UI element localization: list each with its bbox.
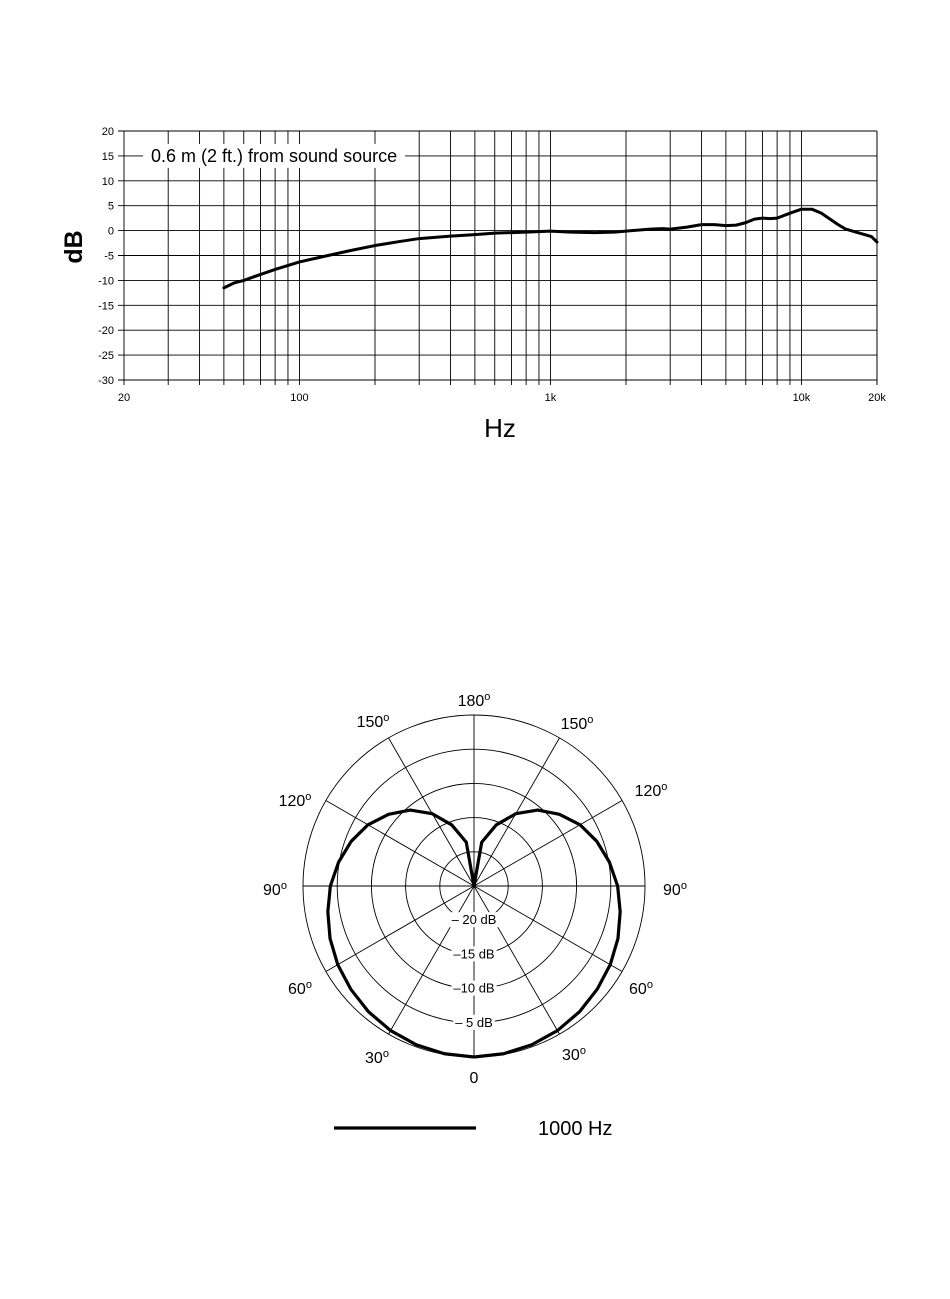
x-tick-label: 20 [117, 392, 131, 404]
y-tick-label: -25 [98, 350, 114, 363]
legend [334, 1118, 613, 1140]
y-tick-label: -10 [98, 275, 114, 288]
x-tick-label: 20k [868, 392, 886, 404]
legend-label: 1000 Hz [538, 1118, 613, 1140]
angle-label-top: 180$^o$ [457, 691, 491, 710]
x-tick-label: 100 [290, 392, 309, 404]
y-tick-label: -20 [98, 325, 114, 338]
ring-label: –10 dB [453, 980, 495, 996]
hz-tick-labels [118, 392, 886, 404]
y-tick-label: 20 [101, 126, 114, 138]
y-tick-label: -30 [98, 375, 114, 387]
angle-label-right: 90$^o$ [663, 880, 687, 899]
angle-label-bottom-left: 30$^o$ [365, 1048, 389, 1067]
y-tick-label: -5 [104, 250, 114, 263]
y-axis-title: dB [60, 230, 88, 264]
angle-label-mid-upper-left: 120$^o$ [278, 791, 312, 810]
x-tick-label: 10k [792, 392, 811, 404]
frequency-response-chart [60, 126, 886, 443]
x-tick-label: 1k [544, 392, 557, 404]
angle-label-left: 90$^o$ [263, 880, 287, 899]
x-axis-title: Hz [484, 413, 516, 443]
frequency-grid [118, 131, 877, 385]
angle-label-lower-right: 60$^o$ [629, 979, 653, 998]
db-tick-labels [98, 126, 114, 387]
distance-annotation: 0.6 m (2 ft.) from sound source [151, 145, 398, 166]
angle-label-lower-left: 60$^o$ [288, 979, 312, 998]
y-tick-label: 5 [107, 200, 114, 213]
y-tick-label: 0 [107, 225, 114, 238]
ring-label: – 5 dB [455, 1014, 493, 1030]
ring-label: – 20 dB [451, 912, 497, 928]
y-tick-label: 10 [101, 175, 114, 188]
y-tick-label: 15 [101, 150, 114, 163]
angle-label-bottom-right: 30$^o$ [562, 1045, 586, 1064]
angle-label-mid-upper-right: 120$^o$ [634, 781, 668, 800]
ring-label: –15 dB [453, 946, 495, 962]
angle-label-bottom: 0 [469, 1070, 479, 1087]
y-tick-label: -15 [98, 300, 114, 313]
polar-pattern-chart [263, 691, 687, 1087]
angle-label-upper-left: 150$^o$ [356, 712, 390, 731]
angle-label-upper-right: 150$^o$ [560, 714, 594, 733]
